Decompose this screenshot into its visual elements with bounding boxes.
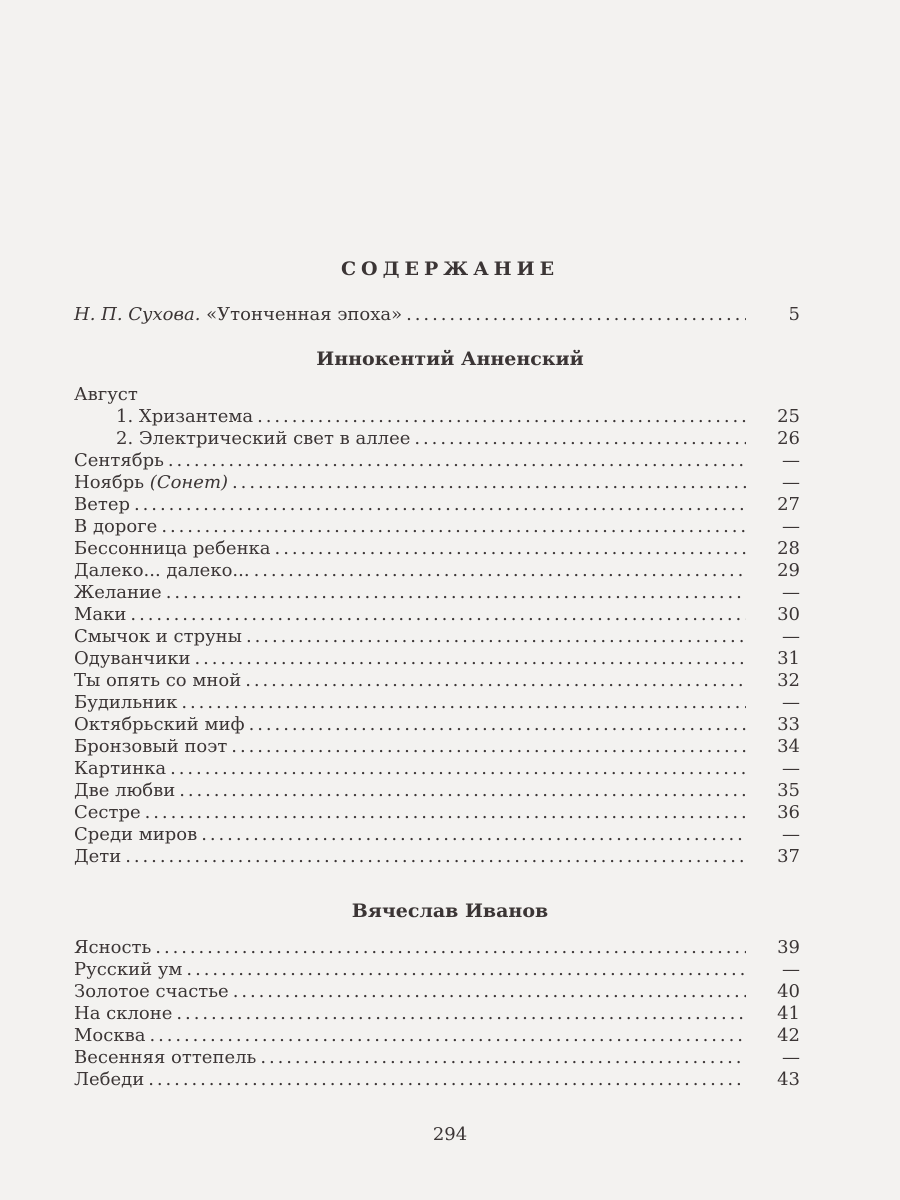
dot-leader <box>130 604 746 626</box>
entry-title: Бронзовый поэт <box>74 736 228 757</box>
toc-entry <box>74 981 800 1003</box>
contents-title: СОДЕРЖАНИЕ <box>340 258 560 280</box>
page-ref: — <box>782 516 800 537</box>
dot-leader <box>246 626 746 648</box>
page-ref: 33 <box>777 714 800 735</box>
entry-title: На склоне <box>74 1003 173 1024</box>
toc-entry <box>74 648 800 670</box>
entry-title: Москва <box>74 1025 146 1046</box>
dot-leader <box>166 582 746 604</box>
toc-entry <box>74 670 800 692</box>
page-ref: 5 <box>788 304 800 325</box>
toc-entry <box>74 736 800 758</box>
dot-leader <box>257 406 746 428</box>
entry-title: Далеко... далеко... <box>74 560 250 581</box>
toc-entry <box>74 1047 800 1069</box>
page-ref: 29 <box>777 560 800 581</box>
dot-leader <box>181 692 746 714</box>
toc-entry <box>74 516 800 538</box>
dot-leader <box>149 1025 746 1047</box>
entry-title: Картинка <box>74 758 167 779</box>
page-ref: 30 <box>777 604 800 625</box>
dot-leader <box>134 494 746 516</box>
toc-entry <box>74 824 800 846</box>
page-ref: 43 <box>777 1069 800 1090</box>
entry-title: В дороге <box>74 516 158 537</box>
entry-title: Русский ум <box>74 959 183 980</box>
dot-leader <box>155 937 746 959</box>
toc-entry <box>74 494 800 516</box>
page-ref: — <box>782 758 800 779</box>
entry-title: Дети <box>74 846 122 867</box>
toc-entry <box>74 802 800 824</box>
dot-leader <box>275 538 746 560</box>
dot-leader <box>233 981 746 1003</box>
toc-entry <box>74 472 800 494</box>
dot-leader <box>414 428 746 450</box>
toc-entry <box>74 560 800 582</box>
entry-title: Одуванчики <box>74 648 191 669</box>
dot-leader <box>260 1047 746 1069</box>
toc-entry <box>116 428 800 450</box>
dot-leader <box>168 450 746 472</box>
page-ref: 39 <box>777 937 800 958</box>
entry-title: Ноябрь <box>74 472 145 493</box>
toc-entry <box>116 406 800 428</box>
page-ref: — <box>782 472 800 493</box>
entry-title: Желание <box>74 582 162 603</box>
entry-title: 1. Хризантема <box>116 406 254 427</box>
dot-leader <box>249 714 746 736</box>
toc-entry-intro <box>74 304 800 326</box>
toc-entry <box>74 1025 800 1047</box>
entry-title: Ветер <box>74 494 131 515</box>
page-ref: 36 <box>777 802 800 823</box>
intro-author: Н. П. Сухова. <box>74 304 201 325</box>
toc-entry <box>74 758 800 780</box>
toc-entry <box>74 1003 800 1025</box>
toc-entry <box>74 604 800 626</box>
dot-leader <box>179 780 746 802</box>
page-ref: 42 <box>777 1025 800 1046</box>
dot-leader <box>201 824 746 846</box>
intro-title: «Утонченная эпоха» <box>206 304 403 325</box>
section-heading: Вячеслав Иванов <box>351 900 549 922</box>
entry-title: Бессонница ребенка <box>74 538 271 559</box>
entry-title: Смычок и струны <box>74 626 243 647</box>
dot-leader <box>406 304 746 326</box>
dot-leader <box>254 560 746 582</box>
entry-title: Октябрьский миф <box>74 714 245 735</box>
entry-title: Среди миров <box>74 824 198 845</box>
entry-note: (Сонет) <box>149 472 229 493</box>
page-ref: 27 <box>777 494 800 515</box>
toc-entry <box>74 846 800 868</box>
page-ref: 28 <box>777 538 800 559</box>
section-heading: Иннокентий Анненский <box>316 348 584 370</box>
toc-entry <box>74 692 800 714</box>
entry-title: Сестре <box>74 802 141 823</box>
entry-title: Ясность <box>74 937 152 958</box>
entry-title: Весенняя оттепель <box>74 1047 257 1068</box>
page-ref: — <box>782 959 800 980</box>
entry-title: Золотое счастье <box>74 981 229 1002</box>
page-ref: 35 <box>777 780 800 801</box>
page-ref: 31 <box>777 648 800 669</box>
toc-entry <box>74 959 800 981</box>
toc-entry <box>74 1069 800 1091</box>
page-ref: — <box>782 692 800 713</box>
dot-leader <box>232 472 746 494</box>
page-ref: — <box>782 824 800 845</box>
page-ref: 26 <box>777 428 800 449</box>
entry-title: 2. Электрический свет в аллее <box>116 428 411 449</box>
toc-entry <box>74 582 800 604</box>
page-ref: — <box>782 1047 800 1068</box>
page-ref: 34 <box>777 736 800 757</box>
dot-leader <box>194 648 746 670</box>
page-number: 294 <box>432 1124 468 1145</box>
page-ref: — <box>782 626 800 647</box>
dot-leader <box>231 736 746 758</box>
dot-leader <box>170 758 746 780</box>
page-ref: — <box>782 582 800 603</box>
entry-title: Две любви <box>74 780 176 801</box>
entry-title: Ты опять со мной <box>74 670 242 691</box>
entry-title: Сентябрь <box>74 450 164 471</box>
dot-leader <box>125 846 746 868</box>
entry-title: Будильник <box>74 692 178 713</box>
entry-title: Лебеди <box>74 1069 145 1090</box>
page-ref: 41 <box>777 1003 800 1024</box>
dot-leader <box>148 1069 746 1091</box>
toc-entry <box>74 714 800 736</box>
dot-leader <box>245 670 746 692</box>
page-ref: 25 <box>777 406 800 427</box>
dot-leader <box>145 802 746 824</box>
toc-entry <box>74 937 800 959</box>
page-ref: 37 <box>777 846 800 867</box>
page-ref: 40 <box>777 981 800 1002</box>
page-ref: — <box>782 450 800 471</box>
toc-entry <box>74 626 800 648</box>
dot-leader <box>176 1003 746 1025</box>
toc-entry <box>74 538 800 560</box>
entry-title: Маки <box>74 604 127 625</box>
toc-group-label: Август <box>74 384 138 405</box>
dot-leader <box>161 516 746 538</box>
page-ref: 32 <box>777 670 800 691</box>
toc-entry <box>74 780 800 802</box>
dot-leader <box>186 959 746 981</box>
toc-entry <box>74 450 800 472</box>
